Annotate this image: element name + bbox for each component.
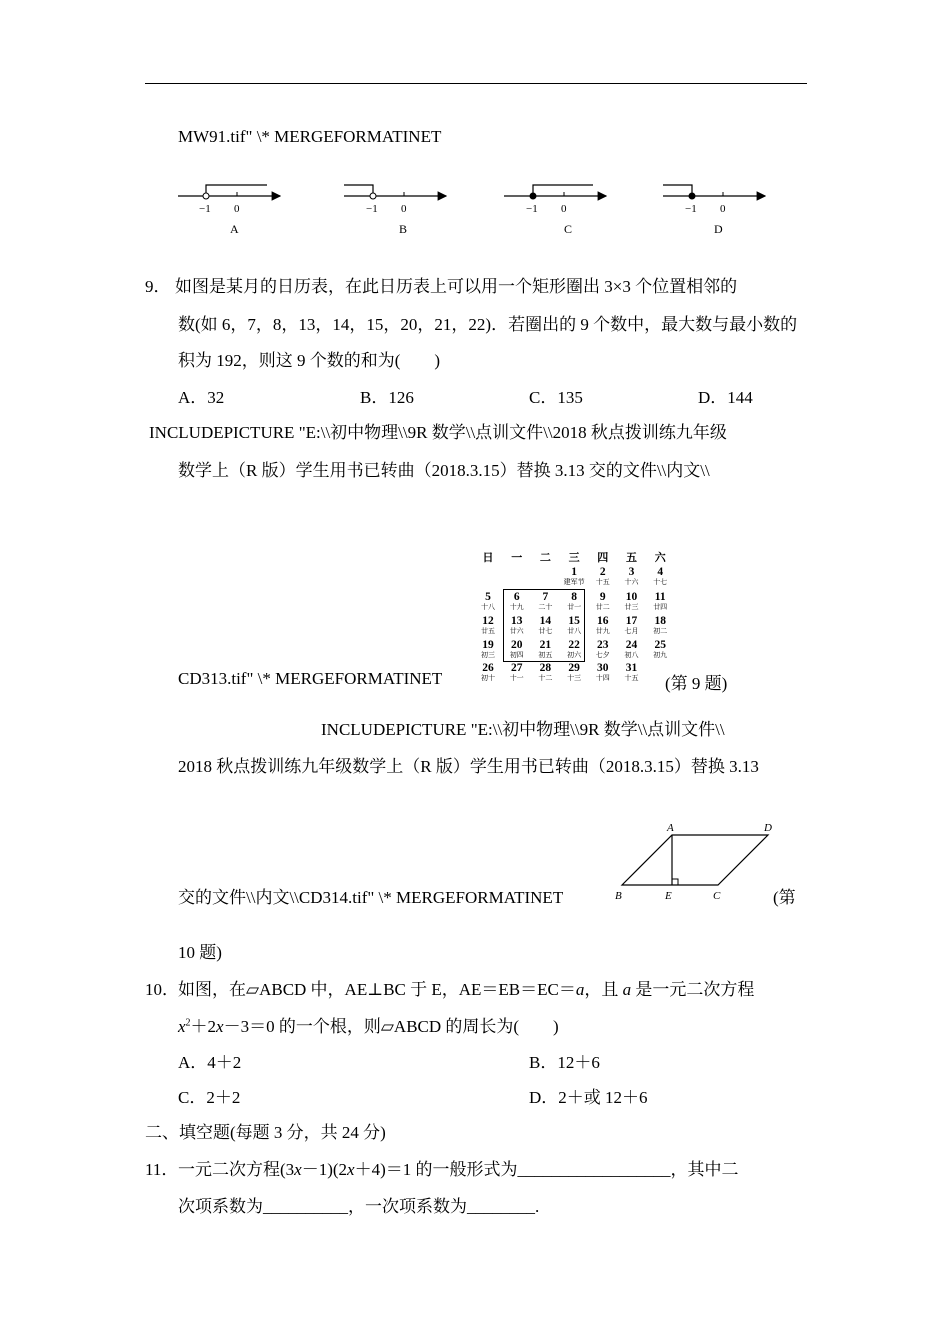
option-b-zero: 0 bbox=[401, 203, 407, 215]
option-b-letter: B bbox=[399, 222, 408, 236]
fig8-caption: MW91.tif" \* MERGEFORMATINET bbox=[178, 127, 442, 146]
q10-choice-c: C．2＋2 bbox=[178, 1088, 241, 1107]
calendar-lunar-label: 初五 bbox=[538, 651, 553, 659]
q9-line1: 如图是某月的日历表，在此日历表上可以用一个矩形圈出 3×3 个位置相邻的 bbox=[175, 277, 738, 296]
calendar-day-number: 20 bbox=[510, 639, 523, 651]
calendar-header: 三 bbox=[568, 551, 580, 564]
calendar-day-number: 11 bbox=[654, 591, 666, 603]
calendar-cell bbox=[503, 662, 531, 682]
calendar-cell bbox=[589, 591, 617, 611]
calendar-lunar-label: 初四 bbox=[509, 651, 524, 659]
calendar-lunar-label: 十六 bbox=[624, 578, 639, 586]
q9-line2: 数(如 6，7，8，13，14，15，20，21，22)．若圈出的 9 个数中，最大数与最小数的 bbox=[178, 315, 798, 334]
calendar-lunar-label: 十九 bbox=[509, 603, 524, 611]
calendar-cell bbox=[646, 566, 674, 586]
fig10-include-line2: 2018 秋点拨训练九年级数学上（R 版）学生用书已转曲（2018.3.15）替换 3.13 bbox=[178, 757, 759, 776]
q9-number: 9． bbox=[145, 277, 171, 296]
calendar-day-number: 23 bbox=[597, 639, 609, 651]
calendar-lunar-label: 廿七 bbox=[538, 627, 553, 635]
calendar-header: 四 bbox=[597, 551, 609, 564]
fig10-include-line3: 交的文件\\内文\\CD314.tif" \* MERGEFORMATINET bbox=[178, 888, 564, 907]
calendar-cell bbox=[474, 591, 502, 611]
q9-choice-c: C．135 bbox=[529, 388, 583, 407]
option-d-neg: −1 bbox=[685, 203, 697, 215]
calendar-cell bbox=[531, 662, 559, 682]
calendar-lunar-label: 二十 bbox=[538, 603, 553, 611]
label-d: D bbox=[764, 822, 772, 834]
q9-line3: 积为 192，则这 9 个数的和为( ) bbox=[178, 351, 441, 370]
option-a-number-line bbox=[178, 185, 280, 236]
q9-include-line2: 数学上（R 版）学生用书已转曲（2018.3.15）替换 3.13 交的文件\\内文\\ bbox=[178, 461, 710, 480]
option-c-neg: −1 bbox=[526, 203, 538, 215]
calendar-lunar-label: 初三 bbox=[481, 651, 495, 659]
calendar-day-number: 31 bbox=[625, 662, 638, 674]
option-c-letter: C bbox=[564, 222, 573, 236]
calendar-header: 六 bbox=[654, 551, 666, 564]
label-e: E bbox=[665, 890, 672, 902]
calendar-lunar-label: 廿二 bbox=[595, 603, 610, 611]
q10-choice-a: A．4＋2 bbox=[178, 1053, 242, 1072]
label-b: B bbox=[615, 890, 622, 902]
calendar-lunar-label: 廿八 bbox=[567, 627, 582, 635]
q10-choice-d: D．2＋或 12＋6 bbox=[529, 1088, 648, 1107]
q9-include-line3: CD313.tif" \* MERGEFORMATINET bbox=[178, 669, 443, 688]
calendar-lunar-label: 初八 bbox=[624, 651, 639, 659]
calendar-selection-box bbox=[503, 589, 585, 662]
calendar-lunar-label: 廿四 bbox=[653, 603, 668, 611]
calendar-day-number: 1 bbox=[571, 566, 577, 578]
calendar-day-number: 19 bbox=[482, 639, 494, 651]
q11-line2: 次项系数为__________，一次项系数为________. bbox=[178, 1197, 540, 1216]
calendar-cell bbox=[560, 566, 588, 586]
calendar-day-number: 27 bbox=[510, 662, 523, 674]
fig10-caption-b: 10 题) bbox=[178, 943, 222, 962]
section2-heading: 二、填空题(每题 3 分，共 24 分) bbox=[145, 1123, 386, 1142]
calendar-lunar-label: 十二 bbox=[538, 674, 553, 682]
calendar-day-number: 26 bbox=[482, 662, 494, 674]
calendar-day-number: 24 bbox=[625, 639, 638, 651]
calendar-day-number: 18 bbox=[654, 615, 666, 627]
calendar-day-number: 17 bbox=[625, 615, 638, 627]
fig10-include-line1: INCLUDEPICTURE "E:\\初中物理\\9R 数学\\点训文件\\ bbox=[321, 720, 725, 739]
option-b-neg: −1 bbox=[366, 203, 378, 215]
calendar-cell bbox=[474, 639, 502, 659]
calendar-day-number: 7 bbox=[542, 591, 549, 603]
calendar-cell bbox=[474, 615, 502, 635]
label-a: A bbox=[667, 822, 674, 834]
q11-number: 11． bbox=[145, 1160, 179, 1179]
calendar-lunar-label: 十三 bbox=[567, 674, 582, 682]
calendar-cell bbox=[589, 662, 617, 682]
calendar-day-number: 30 bbox=[597, 662, 609, 674]
calendar-lunar-label: 十一 bbox=[509, 674, 524, 682]
calendar-day-number: 21 bbox=[539, 639, 552, 651]
option-a-zero: 0 bbox=[234, 203, 240, 215]
q10-line2: $x^2+2x-3=0$ 的一个根，则▱ABCD 的周长为( ) bbox=[178, 1017, 559, 1036]
calendar-day-number: 14 bbox=[539, 615, 552, 627]
calendar-day-number: 4 bbox=[657, 566, 664, 578]
q10-choice-b: B．12＋6 bbox=[529, 1053, 600, 1072]
calendar-lunar-label: 初六 bbox=[567, 651, 582, 659]
calendar-cell bbox=[589, 566, 617, 586]
calendar-lunar-label: 十八 bbox=[481, 603, 495, 611]
calendar-day-number: 5 bbox=[485, 591, 491, 603]
option-b-number-line bbox=[344, 185, 446, 236]
parallelogram-figure bbox=[610, 818, 785, 906]
calendar-header: 五 bbox=[626, 551, 637, 564]
calendar-cell bbox=[474, 662, 502, 682]
calendar-day-number: 29 bbox=[568, 662, 580, 674]
label-c: C bbox=[713, 890, 721, 902]
calendar-cell bbox=[618, 591, 646, 611]
calendar-lunar-label: 建军节 bbox=[563, 578, 585, 586]
calendar-lunar-label: 十五 bbox=[624, 674, 639, 682]
calendar-cell bbox=[618, 662, 646, 682]
calendar-day-number: 9 bbox=[599, 591, 606, 603]
calendar-cell bbox=[589, 615, 617, 635]
calendar-lunar-label: 廿一 bbox=[567, 603, 582, 611]
calendar-header: 日 bbox=[482, 551, 494, 564]
calendar-lunar-label: 廿九 bbox=[595, 627, 610, 635]
calendar-cell bbox=[618, 615, 646, 635]
calendar-day-number: 10 bbox=[625, 591, 638, 603]
q10-number: 10． bbox=[145, 980, 179, 999]
header-rule bbox=[145, 83, 807, 84]
calendar-day-number: 3 bbox=[628, 566, 635, 578]
q10-line1: 如图，在▱ABCD 中，AE⊥BC 于 E，AE＝EB＝EC＝a，且 a 是一元二次方程 bbox=[178, 980, 755, 999]
calendar-lunar-label: 七月 bbox=[624, 627, 639, 635]
q9-include-line1: INCLUDEPICTURE "E:\\初中物理\\9R 数学\\点训文件\\2018 秋点拨训练九年级 bbox=[149, 423, 727, 442]
q11-line1: 一元二次方程(3x－1)(2x＋4)＝1 的一般形式为__________________，其中二 bbox=[178, 1160, 739, 1179]
option-a-letter: A bbox=[230, 222, 239, 236]
calendar-day-number: 6 bbox=[513, 591, 520, 603]
calendar-cell bbox=[618, 639, 646, 659]
option-c-number-line bbox=[504, 185, 606, 236]
calendar-lunar-label: 初九 bbox=[653, 651, 668, 659]
calendar-lunar-label: 十五 bbox=[595, 578, 610, 586]
calendar-cell bbox=[646, 591, 674, 611]
fig8-number-lines bbox=[170, 175, 790, 240]
calendar-cell bbox=[589, 639, 617, 659]
q9-choice-b: B．126 bbox=[360, 388, 414, 407]
option-d-zero: 0 bbox=[720, 203, 726, 215]
calendar-day-number: 12 bbox=[482, 615, 494, 627]
fig10-caption-a: (第 bbox=[773, 888, 796, 907]
calendar-day-number: 28 bbox=[539, 662, 552, 674]
option-a-neg: −1 bbox=[199, 203, 211, 215]
calendar-day-number: 15 bbox=[568, 615, 580, 627]
q9-choice-a: A．32 bbox=[178, 388, 225, 407]
calendar-cell bbox=[560, 662, 588, 682]
option-d-letter: D bbox=[714, 222, 723, 236]
calendar-lunar-label: 廿五 bbox=[481, 627, 495, 635]
q9-figure-caption: (第 9 题) bbox=[665, 674, 728, 693]
calendar-lunar-label: 廿六 bbox=[509, 627, 524, 635]
calendar-day-number: 22 bbox=[568, 639, 580, 651]
calendar-day-number: 8 bbox=[571, 591, 577, 603]
calendar-lunar-label: 廿三 bbox=[624, 603, 639, 611]
option-d-number-line bbox=[663, 185, 765, 236]
calendar-lunar-label: 七夕 bbox=[595, 651, 610, 659]
q9-choice-d: D．144 bbox=[698, 388, 753, 407]
option-c-zero: 0 bbox=[561, 203, 567, 215]
calendar-cell bbox=[646, 639, 674, 659]
calendar-day-number: 13 bbox=[510, 615, 523, 627]
calendar-header: 二 bbox=[539, 551, 551, 564]
calendar-day-number: 16 bbox=[597, 615, 609, 627]
calendar-cell bbox=[618, 566, 646, 586]
calendar-day-number: 25 bbox=[654, 639, 666, 651]
calendar-lunar-label: 初十 bbox=[481, 674, 495, 682]
calendar-header: 一 bbox=[511, 551, 523, 564]
calendar-day-number: 2 bbox=[599, 566, 606, 578]
calendar-lunar-label: 十四 bbox=[595, 674, 610, 682]
calendar-cell bbox=[646, 615, 674, 635]
calendar-lunar-label: 初二 bbox=[653, 627, 668, 635]
calendar-lunar-label: 十七 bbox=[653, 578, 668, 586]
